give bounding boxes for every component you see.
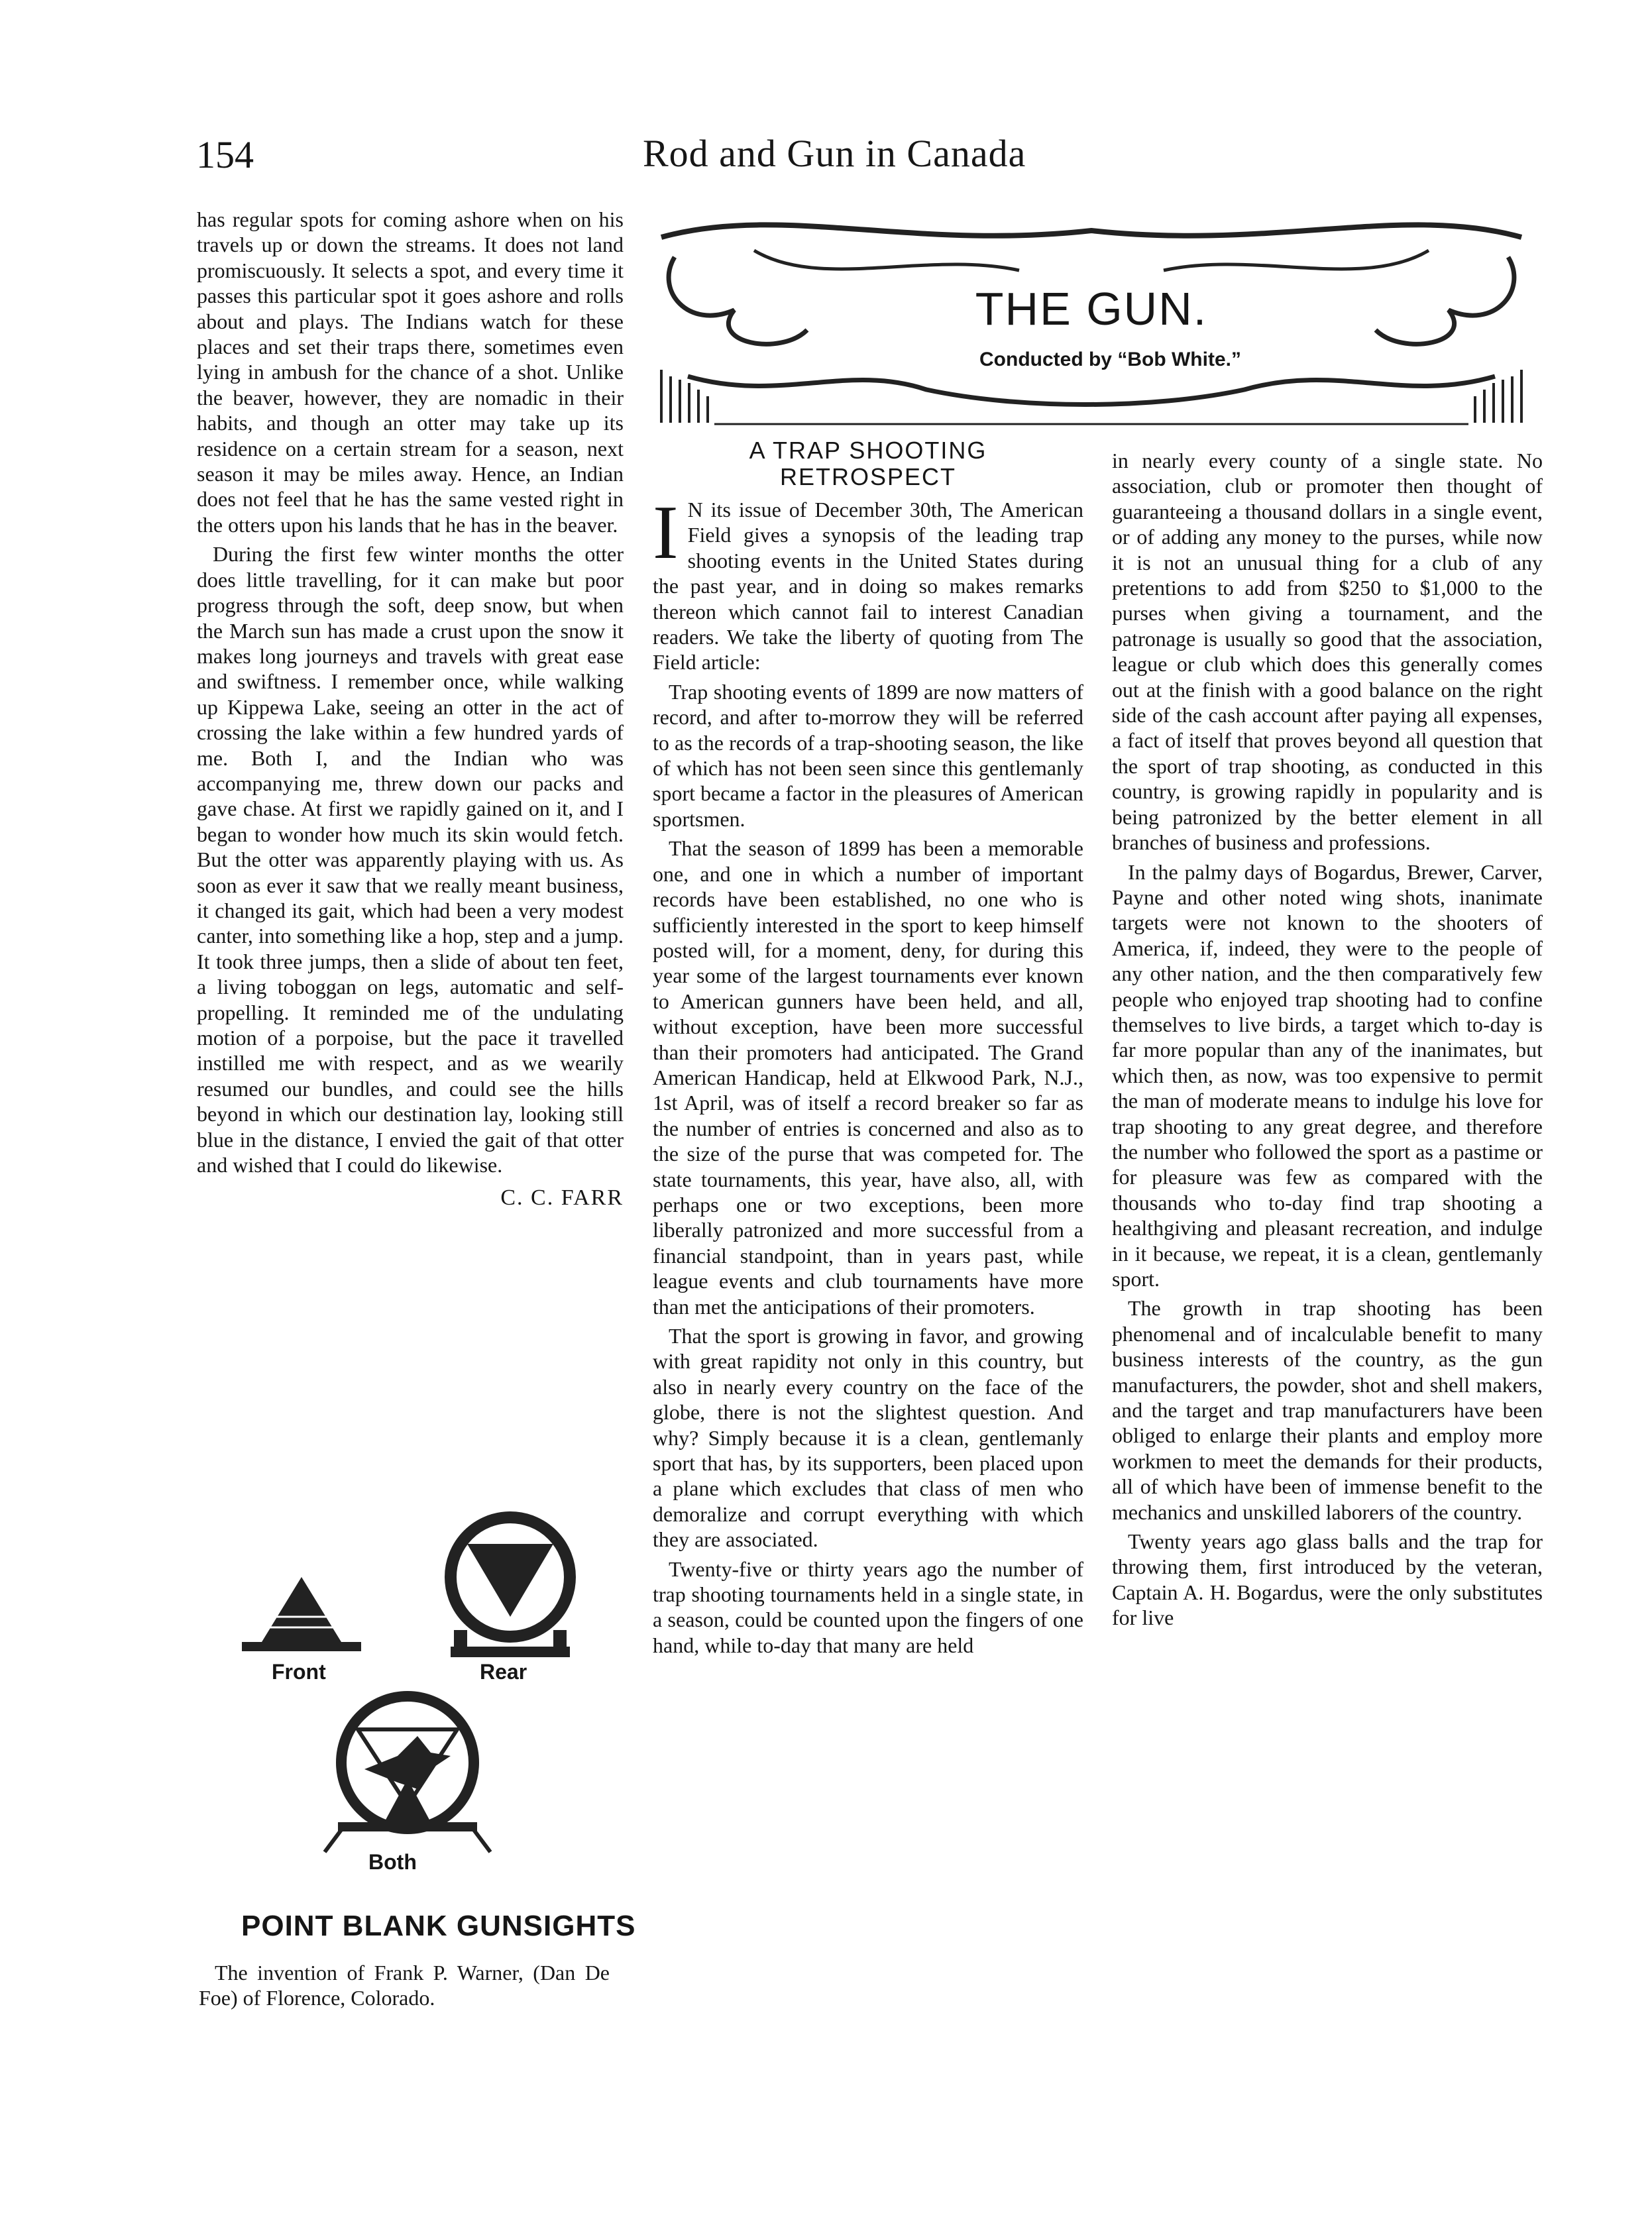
gunsight-front-illustration [235,1570,368,1663]
paragraph: That the sport is growing in favor, and growing with great rapidity not only in this country, but also in nearly every country on the face of the globe, there is not the slightest question. And why? Simply because it is a clean, gentlemanly sport that has, by its supporters, been placed upon a plane which excludes that class of men who demoralize and corrupt everything with which they are associated. [653,1324,1083,1552]
front-label: Front [272,1660,326,1684]
column-left [197,207,624,1211]
both-label: Both [368,1850,417,1874]
article-title-line2: RETROSPECT [779,463,957,490]
section-byline: Conducted by “Bob White.” [979,349,1241,370]
gunsight-rear-illustration [441,1511,580,1676]
rear-label: Rear [480,1660,527,1684]
running-title: Rod and Gun in Canada [643,132,1026,175]
gunsight-both-illustration [318,1690,497,1855]
drop-cap: I [653,490,679,575]
section-title: THE GUN. [975,283,1208,335]
paragraph: in nearly every county of a single state. No association, club or promoter then thought of guaranteeing a thousand dollars in a single event, or of adding any money to the purses, while now it is not an unusual thing for a club of any pretentions to add from $250 to $1,000 to the purses when giving a tournament, and the patronage is usually so good that the association, league or club which does this generally comes out at the finish with a good balance on the right side of the cash account after paying all expenses, a fact of itself that proves beyond all question that the sport of trap shooting, as conducted in this country, is growing rapidly in popularity and is being patronized by the better element in all branches of business and professions. [1112,449,1543,855]
paragraph: In the palmy days of Bogardus, Brewer, Carver, Payne and other noted wing shots, inanimate targets were not known to the shooters of America, if, indeed, they were to the people of any other nation, and the then comparatively few people who enjoyed trap shooting had to confine themselves to live birds, a target which to-day is far more popular than any of the inanimates, but which then, as now, was too expensive to permit the man of moderate means to indulge his love for trap shooting to any great degree, and therefore the number who followed the sport as a pastime or for pleasure was few as compared with the thousands who to-day find trap shooting a healthgiving and pleasant recreation, and indulge in it because, we repeat, it is a clean, gentlemanly sport. [1112,859,1543,1291]
paragraph-text: N its issue of December 30th, The American Field gives a synopsis of the leading trap shooting events in the United States during the past year, and in doing so makes remarks thereon which cannot fail to interest Canadian readers. We take the liberty of quoting from The Field article: [653,498,1083,675]
paragraph: has regular spots for coming ashore when on his travels up or down the streams. It does not land promiscuously. It selects a spot, and every time it passes this particular spot it goes ashore and rolls about and plays. The Indians watch for these places and set their traps there, sometimes even lying in ambush for the chance of a shot. Unlike the beaver, however, they are nomadic in their habits, and though an otter may take up its residence on a certain stream for a season, next season it may be miles away. Hence, an Indian does not feel that he has the same vested right in the otters upon his lands that he has in the beaver. [197,207,624,537]
section-banner [648,211,1535,429]
article-title-line1: A TRAP SHOOTING [749,437,987,464]
column-middle [653,437,1083,1662]
paragraph: Trap shooting events of 1899 are now matters of record, and after to-morrow they will be referred to as the records of a trap-shooting season, the like of which has not been seen since this gentlemanly sport became a factor in the pleasures of American sportsmen. [653,679,1083,831]
paragraph: During the first few winter months the otter does little travelling, for it can make but poor progress through the soft, deep snow, but when the March sun has made a crust upon the snow it makes long journeys and travels with great ease and swiftness. I remember once, while walking up Kippewa Lake, seeing an otter in the act of crossing the lake within a few hundred yards of me. Both I, and the Indian who was accompanying me, threw down our packs and gave chase. At first we rapidly gained on it, and I began to wonder how much its skin would fetch. But the otter was apparently playing with us. As soon as ever it saw that we really meant business, it changed its gait, which had been a very modest canter, into something like a hop, step and a jump. It took three jumps, then a slide of about ten feet, a living toboggan on legs, automatic and self-propelling. It reminded me of the undulating motion of a porpoise, but the pace it travelled instilled me with respect, and as we wearily resumed our bundles, and could see the hills beyond in which our destination lay, looking still blue in the distance, I envied the gait of that otter and wished that I could do likewise. [197,542,624,1177]
column-right [1112,448,1543,1635]
paragraph [653,490,1083,675]
gunsights-ad-title: POINT BLANK GUNSIGHTS [241,1910,636,1942]
signature: C. C. FARR [500,1185,624,1211]
paragraph: Twenty-five or thirty years ago the number of trap shooting tournaments held in a single state, in a season, could be counted upon the fingers of one hand, while to-day that many are held [653,1556,1083,1657]
article-title [653,437,1083,490]
paragraph: Twenty years ago glass balls and the trap for throwing them, first introduced by the veteran, Captain A. H. Bogardus, were the only substitutes for live [1112,1529,1543,1630]
paragraph: The growth in trap shooting has been phenomenal and of incalculable benefit to many business interests of the country, as the gun manufacturers, the powder, shot and shell makers, and the target and trap manufacturers have been obliged to enlarge their plants and employ more workmen to meet the demands for their products, all of which have been of immense benefit to the mechanics and unskilled laborers of the country. [1112,1296,1543,1524]
page-number: 154 [196,133,254,176]
paragraph: That the season of 1899 has been a memorable one, and one in which a number of important records have been established, no one who is sufficiently interested in the sport to keep himself posted will, for a moment, deny, for during this year some of the largest tournaments ever known to American gunners have been held, and all, without exception, have been more successful than their promoters had anticipated. The Grand American Handicap, held at Elkwood Park, N.J., 1st April, was of itself a record breaker so far as the number of entries is concerned and also as to the size of the purse that was competed for. The state tournaments, this year, have also, all, with perhaps one or two exceptions, been more liberally patronized and more successful from a financial standpoint, than in years past, while league events and club tournaments have more than met the anticipations of their promoters. [653,836,1083,1319]
gunsights-ad-text: The invention of Frank P. Warner, (Dan De Foe) of Florence, Colorado. [199,1961,610,2010]
